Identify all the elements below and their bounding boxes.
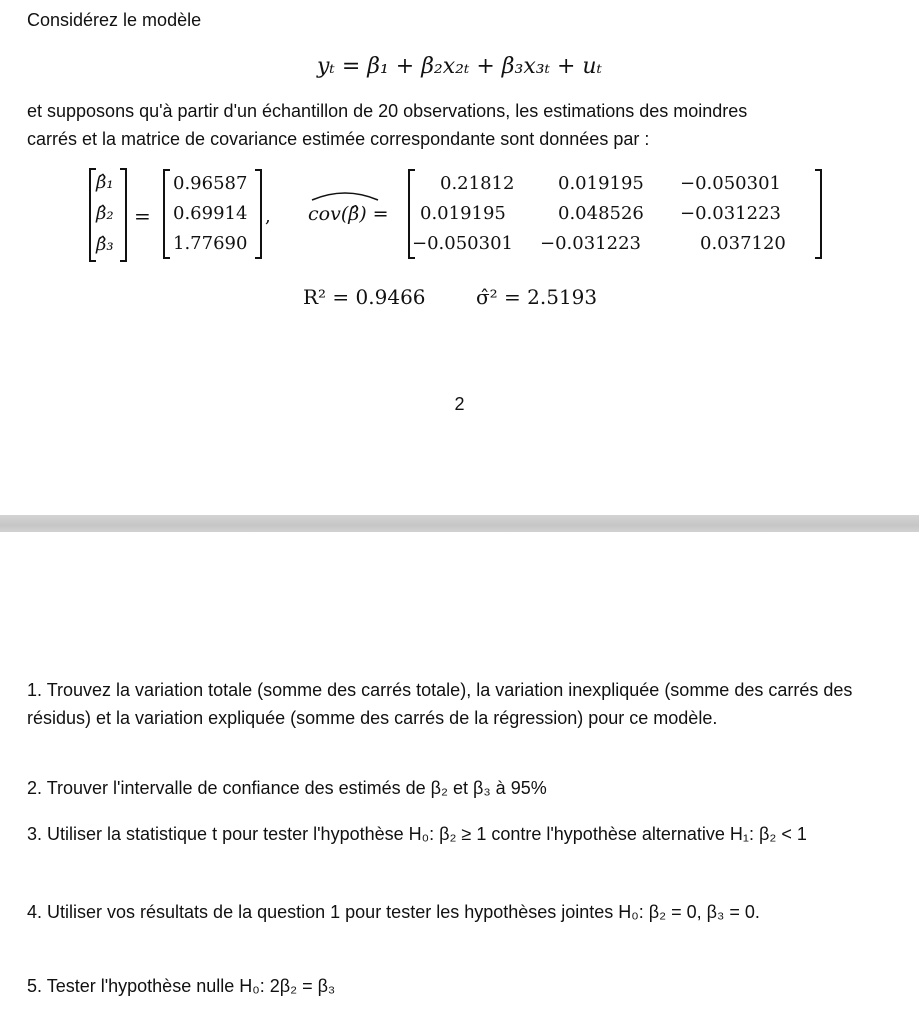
model-equation: yₜ = β₁ + β₂x₂ₜ + β₃x₃ₜ + uₜ <box>316 54 603 79</box>
question-1: 1. Trouvez la variation totale (somme des carrés totale), la variation inexpliquée (somme des carrés des résidus) et la variation expliquée (somme des carrés de la régression) pour ce modèle. <box>27 680 853 728</box>
page-number: 2 <box>454 394 465 414</box>
r-squared: R² = 0.9466 <box>303 285 426 309</box>
equals-sign: = <box>134 204 151 228</box>
estimate-1: 0.96587 <box>173 173 248 194</box>
cov-hat-arc <box>310 186 380 204</box>
estimate-3: 1.77690 <box>173 233 248 254</box>
page-gap <box>0 515 919 532</box>
document-page-2 <box>0 532 919 1024</box>
intro-text: Considérez le modèle <box>27 10 202 30</box>
comma: , <box>265 206 271 227</box>
estimates-vector <box>163 170 262 258</box>
question-4: 4. Utiliser vos résultats de la question 1 pour tester les hypothèses jointes H₀: β₂ = 0, β₃ = 0. <box>27 902 760 922</box>
context-line-2: carrés et la matrice de covariance estimée correspondante sont données par : <box>27 129 650 149</box>
cov-cell: 0.019195 <box>558 173 644 194</box>
context-line-1: et supposons qu'à partir d'un échantillon de 20 observations, les estimations des moindres <box>27 101 748 121</box>
cov-cell: −0.031223 <box>680 203 781 224</box>
cov-label: cov(β̂) = <box>308 203 389 225</box>
beta-2-hat: β̂₂ <box>96 203 114 224</box>
estimate-2: 0.69914 <box>173 203 248 224</box>
cov-cell: −0.031223 <box>540 233 641 254</box>
question-2: 2. Trouver l'intervalle de confiance des estimés de β₂ et β₃ à 95% <box>27 778 547 798</box>
beta-1-hat: β̂₁ <box>96 172 114 193</box>
cov-cell: 0.048526 <box>558 203 644 224</box>
cov-cell: 0.037120 <box>700 233 786 254</box>
beta-vector <box>89 169 127 261</box>
beta-3-hat: β̂₃ <box>96 234 114 255</box>
covariance-matrix <box>408 170 822 258</box>
cov-cell: 0.21812 <box>440 173 515 194</box>
sigma-squared: σ̂² = 2.5193 <box>476 285 598 309</box>
cov-cell: −0.050301 <box>680 173 781 194</box>
question-5: 5. Tester l'hypothèse nulle H₀: 2β₂ = β₃ <box>27 976 336 996</box>
cov-cell: 0.019195 <box>420 203 506 224</box>
cov-cell: −0.050301 <box>412 233 513 254</box>
question-3: 3. Utiliser la statistique t pour tester l'hypothèse H₀: β₂ ≥ 1 contre l'hypothèse alternative H₁: β₂ < 1 <box>27 824 807 844</box>
